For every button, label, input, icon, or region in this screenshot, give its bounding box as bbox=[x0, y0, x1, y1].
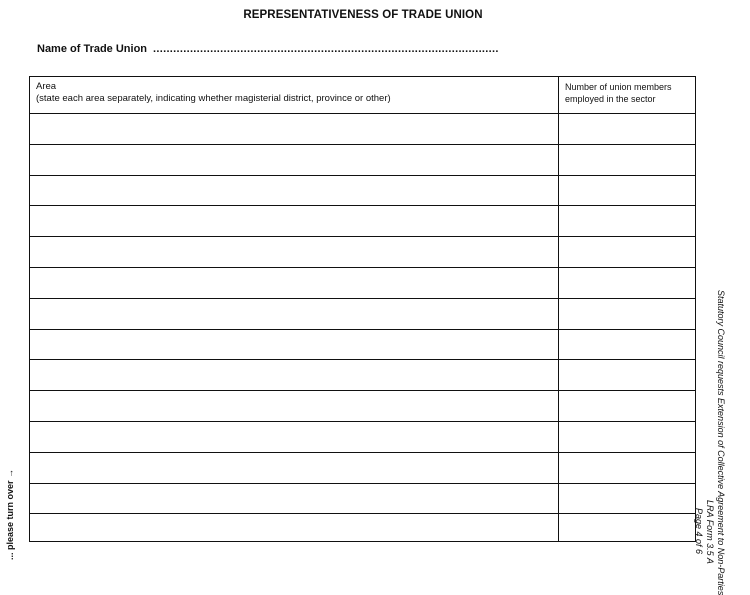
table-row bbox=[30, 514, 695, 545]
union-name-blank-line: ....................................................................................................... bbox=[153, 43, 499, 55]
table-row bbox=[30, 330, 695, 361]
area-header-title: Area bbox=[36, 81, 57, 92]
table-row bbox=[30, 360, 695, 391]
table-row bbox=[30, 391, 695, 422]
table-row bbox=[30, 422, 695, 453]
members-header-line-1: Number of union members bbox=[565, 82, 672, 92]
form-number: LRA Form 3.5 A bbox=[705, 500, 715, 564]
table-row bbox=[30, 176, 695, 207]
table-row bbox=[30, 484, 695, 515]
table-row bbox=[30, 237, 695, 268]
form-description: Statutory Council requests Extension of Collective Agreement to Non-Parties bbox=[716, 290, 726, 595]
table-row bbox=[30, 145, 695, 176]
representativeness-table bbox=[29, 76, 696, 542]
table-row bbox=[30, 268, 695, 299]
union-name-label: Name of Trade Union bbox=[37, 43, 148, 55]
table-row bbox=[30, 114, 695, 145]
table-row bbox=[30, 453, 695, 484]
table-header-row bbox=[30, 77, 695, 114]
table-row bbox=[30, 299, 695, 330]
area-column-header bbox=[36, 81, 391, 105]
members-column-header bbox=[565, 81, 693, 105]
document-title: REPRESENTATIVENESS OF TRADE UNION bbox=[243, 9, 483, 21]
members-header-line-2: employed in the sector bbox=[565, 94, 656, 104]
page-number: Page 4 of 6 bbox=[694, 508, 704, 555]
union-name-field bbox=[37, 43, 499, 55]
area-header-subtitle: (state each area separately, indicating whether magisterial district, province or other) bbox=[36, 93, 391, 104]
form-reference bbox=[694, 290, 726, 595]
please-turn-over: ... please turn over → bbox=[5, 469, 15, 561]
table-row bbox=[30, 206, 695, 237]
